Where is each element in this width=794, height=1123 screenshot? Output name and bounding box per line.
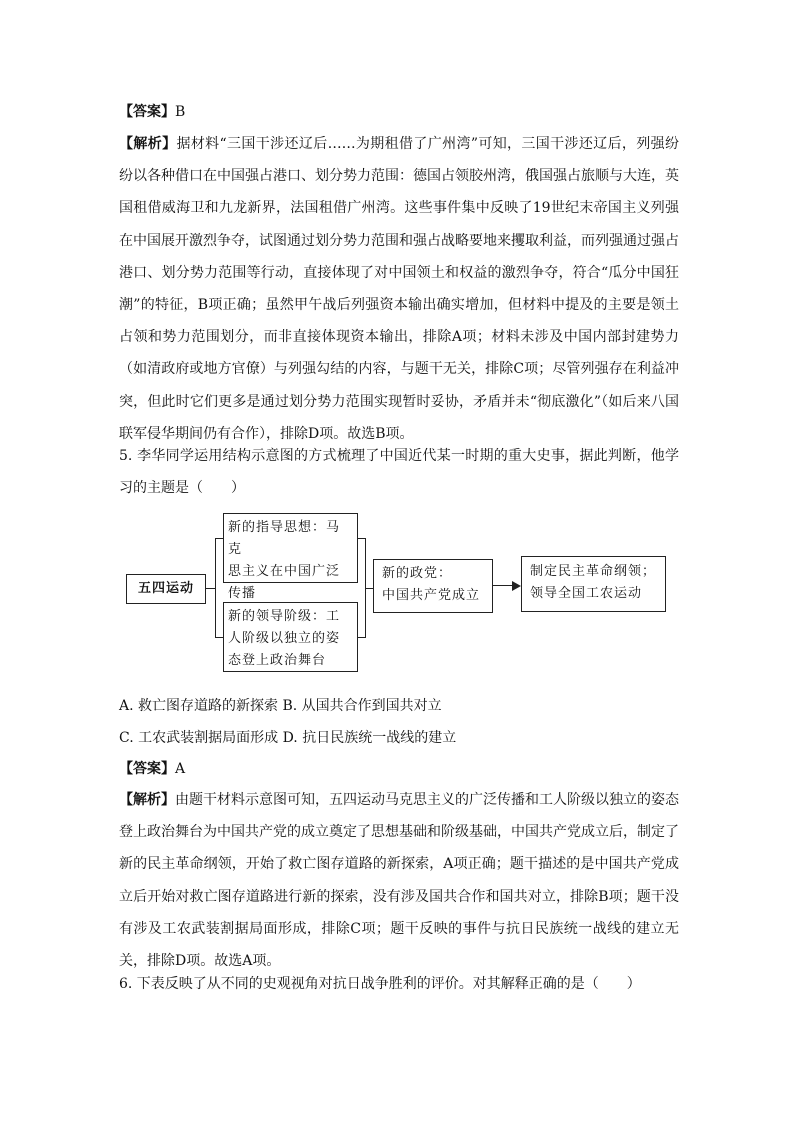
answer-label: 【答案】	[119, 761, 175, 777]
left-bracket	[215, 538, 216, 638]
analysis-label: 【解析】	[119, 792, 175, 808]
q5-options-cd: C. 工农武装割据局面形成 D. 抗日民族统一战线的建立	[119, 730, 457, 746]
connector	[365, 588, 373, 589]
q5-stem: 5. 李华同学运用结构示意图的方式梳理了中国近代某一时期的重大史事，据此判断，他学习的主题是（ ）	[119, 448, 679, 497]
q4-analysis	[119, 128, 679, 450]
analysis-text: 据材料“三国干涉还辽后……为期租借了广州湾”可知，三国干涉还辽后，列强纷纷以各种借口在中国强占港口、划分势力范围：德国占领胶州湾，俄国强占旅顺与大连，英国租借威海卫和九龙新界，法国租借广州湾。这些事件集中反映了19世纪末帝国主义列强在中国展开激烈争夺，试图通过划分势力范围和强占战略要地来攫取利益，而列强通过强占港口、划分势力范围等行动，直接体现了对中国领土和权益的激烈争夺，符合“瓜分中国狂潮”的特征，B项正确；虽然甲午战后列强资本输出确实增加，但材料中提及的主要是领土占领和势力范围划分，而非直接体现资本输出，排除A项；材料未涉及中国内部封建势力（如清政府或地方官僚）与列强勾结的内容，与题干无关，排除C项；尽管列强存在利益冲突，但此时它们更多是通过划分势力范围实现暂时妥协，矛盾并未“彻底激化”（如后来八国联军侵华期间仍有合作），排除D项。故选B项。	[119, 136, 680, 442]
answer-value: B	[175, 104, 186, 120]
answer-value: A	[175, 761, 186, 777]
diagram-box-party: 新的政党： 中国共产党成立	[373, 559, 493, 613]
analysis-label: 【解析】	[119, 136, 177, 152]
q4-answer	[119, 96, 679, 128]
answer-label: 【答案】	[119, 104, 175, 120]
diagram-box-start: 五四运动	[126, 574, 206, 604]
arrow-head	[512, 581, 521, 591]
analysis-text: 由题干材料示意图可知，五四运动马克思主义的广泛传播和工人阶级以独立的姿态登上政治舞台为中国共产党的成立奠定了思想基础和阶级基础，中国共产党成立后，制定了新的民主革命纲领，开始了救亡图存道路的新探索，A项正确；题干描述的是中国共产党成立后开始对救亡图存道路进行新的探索，没有涉及国共合作和国共对立，排除B项；题干没有涉及工农武装割据局面形成，排除C项；题干反映的事件与抗日民族统一战线的建立无关，排除D项。故选A项。	[119, 792, 679, 970]
q5-analysis	[119, 784, 679, 977]
q6-stem: 6. 下表反映了从不同的史观视角对抗日战争胜利的评价。对其解释正确的是（ ）	[119, 976, 641, 992]
diagram-box-ideology: 新的指导思想：马克 思主义在中国广泛 传播	[223, 513, 358, 583]
diagram-box-result: 制定民主革命纲领； 领导全国工农运动	[521, 556, 666, 612]
diagram-box-class: 新的领导阶级：工 人阶级以独立的姿 态登上政治舞台	[223, 602, 358, 672]
q5-answer	[119, 753, 679, 785]
connector	[215, 538, 223, 539]
connector	[215, 637, 223, 638]
arrow-shaft	[493, 585, 513, 586]
q5-options-ab: A. 救亡图存道路的新探索 B. 从国共合作到国共对立	[119, 698, 442, 714]
